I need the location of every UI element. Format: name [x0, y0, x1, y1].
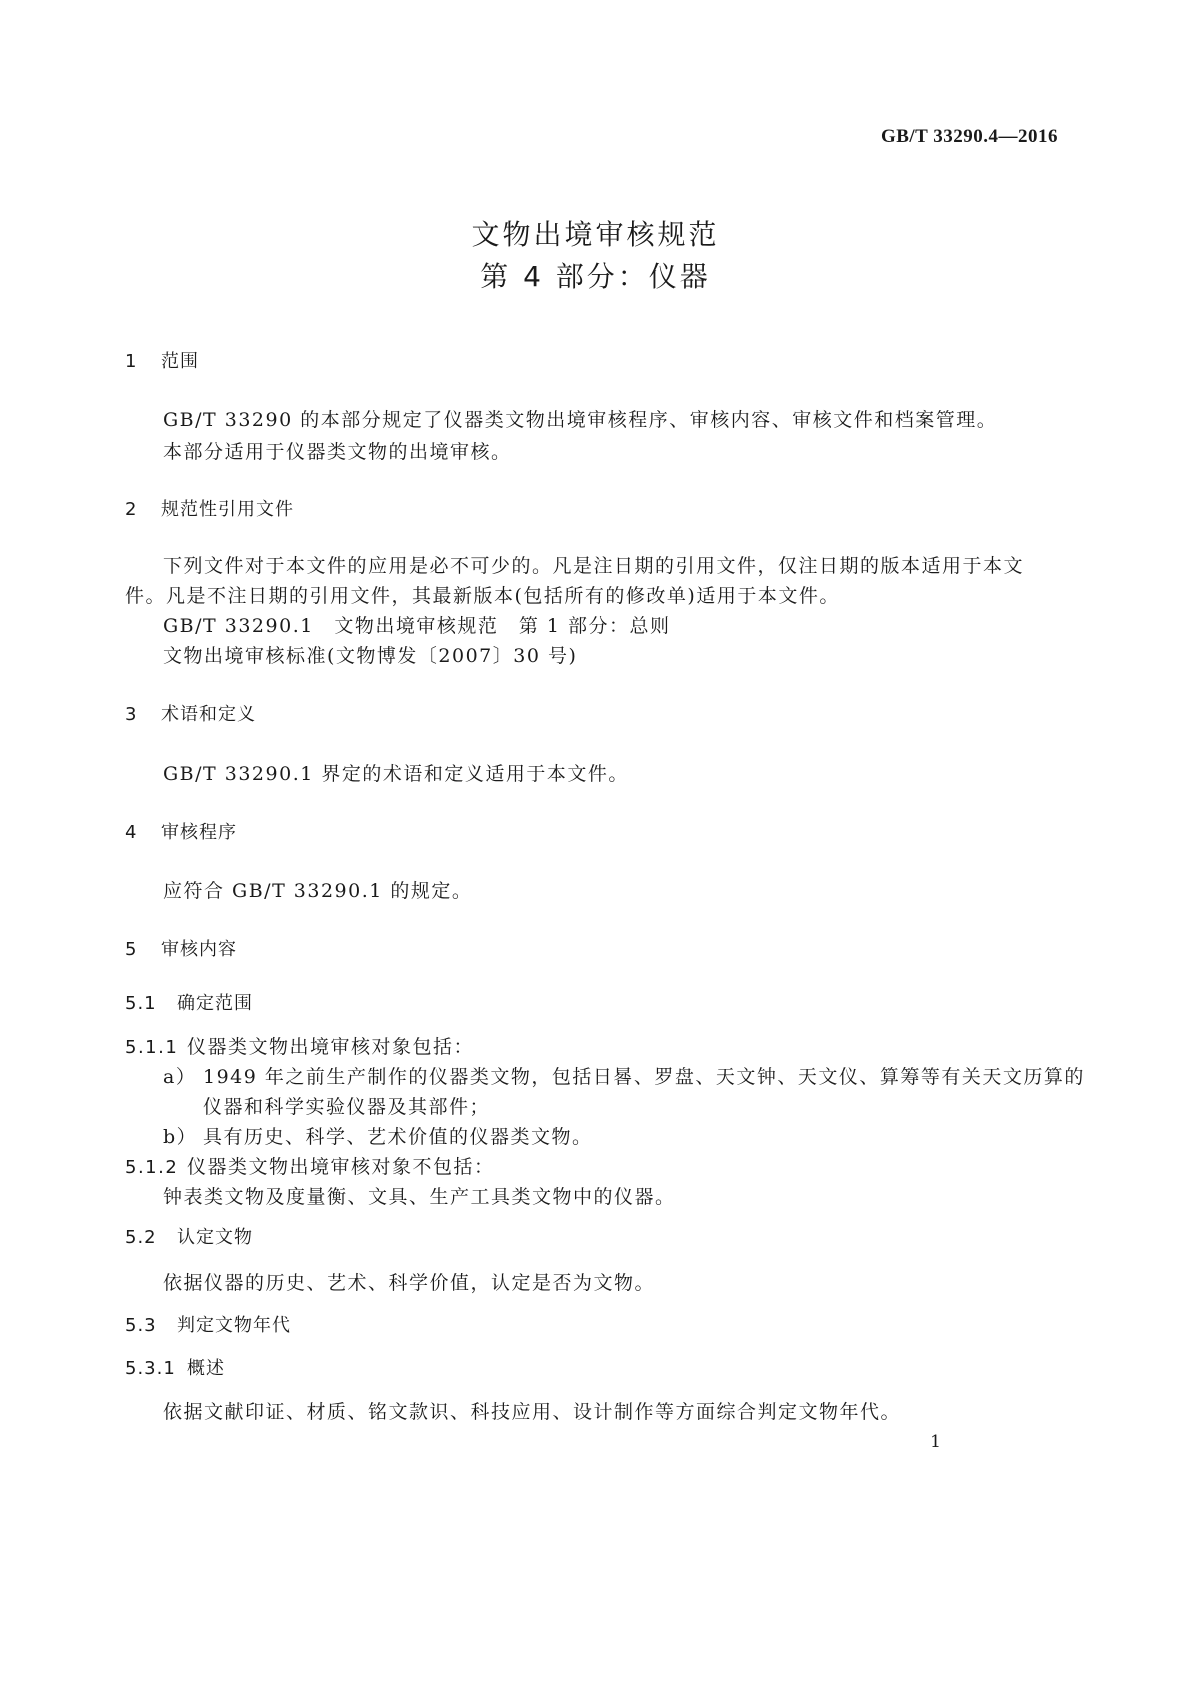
section-number: 5.3.1 — [125, 1358, 176, 1379]
clause-text: 仪器类文物出境审核对象不包括： — [187, 1156, 495, 1178]
reference-item-1: GB/T 33290.1 文物出境审核规范 第 1 部分：总则 — [163, 615, 671, 637]
section-3-paragraph: GB/T 33290.1 界定的术语和定义适用于本文件。 — [163, 763, 629, 785]
section-4-heading — [125, 818, 237, 844]
section-4-paragraph: 应符合 GB/T 33290.1 的规定。 — [163, 880, 473, 902]
list-item-a-continuation: 仪器和科学实验仪器及其部件； — [203, 1096, 491, 1118]
document-code: GB/T 33290.4—2016 — [880, 126, 1058, 147]
clause-number: 5.1.1 — [125, 1037, 179, 1058]
section-5-3-heading — [125, 1311, 291, 1337]
list-item-a — [163, 1062, 1085, 1089]
section-title: 判定文物年代 — [177, 1315, 291, 1336]
section-title: 术语和定义 — [161, 704, 256, 725]
section-1-paragraph-2: 本部分适用于仪器类文物的出境审核。 — [163, 441, 512, 463]
section-2-heading — [125, 495, 294, 521]
section-title: 审核程序 — [161, 822, 237, 843]
document-subtitle: 第 4 部分：仪器 — [480, 260, 711, 293]
list-marker: a） — [163, 1066, 197, 1088]
section-number: 4 — [125, 822, 138, 843]
section-number: 3 — [125, 704, 138, 725]
section-5-2-paragraph: 依据仪器的历史、艺术、科学价值，认定是否为文物。 — [163, 1272, 656, 1294]
section-title: 认定文物 — [177, 1227, 253, 1248]
section-2-paragraph-line-2: 件。凡是不注日期的引用文件，其最新版本(包括所有的修改单)适用于本文件。 — [125, 585, 840, 607]
clause-number: 5.1.2 — [125, 1157, 179, 1178]
document-title: 文物出境审核规范 — [471, 218, 720, 251]
section-5-heading — [125, 935, 237, 961]
section-title: 规范性引用文件 — [161, 499, 294, 520]
list-item-text: 1949 年之前生产制作的仪器类文物，包括日晷、罗盘、天文钟、天文仪、算筹等有关天文历算的 — [203, 1066, 1085, 1088]
section-2-paragraph-line-1: 下列文件对于本文件的应用是必不可少的。凡是注日期的引用文件，仅注日期的版本适用于本文 — [163, 555, 1025, 577]
section-5-1-heading — [125, 989, 253, 1015]
section-title: 范围 — [161, 351, 199, 372]
section-5-2-heading — [125, 1223, 253, 1249]
section-number: 5.2 — [125, 1227, 157, 1248]
section-1-heading — [125, 347, 199, 373]
list-marker: b） — [163, 1126, 198, 1148]
section-3-heading — [125, 700, 256, 726]
section-5-3-1-paragraph: 依据文献印证、材质、铭文款识、科技应用、设计制作等方面综合判定文物年代。 — [163, 1401, 902, 1423]
section-number: 5 — [125, 939, 138, 960]
section-number: 2 — [125, 499, 138, 520]
section-number: 1 — [125, 351, 138, 372]
section-title: 概述 — [187, 1358, 225, 1379]
list-item-b — [163, 1122, 593, 1149]
clause-5-1-1 — [125, 1032, 474, 1059]
clause-text: 仪器类文物出境审核对象包括： — [187, 1036, 475, 1058]
section-number: 5.1 — [125, 993, 157, 1014]
section-5-3-1-heading — [125, 1354, 225, 1380]
page-number: 1 — [930, 1432, 941, 1452]
list-item-text: 具有历史、科学、艺术价值的仪器类文物。 — [203, 1126, 593, 1148]
clause-5-1-2-paragraph: 钟表类文物及度量衡、文具、生产工具类文物中的仪器。 — [163, 1186, 676, 1208]
section-number: 5.3 — [125, 1315, 157, 1336]
section-title: 确定范围 — [177, 993, 253, 1014]
section-1-paragraph-1: GB/T 33290 的本部分规定了仪器类文物出境审核程序、审核内容、审核文件和档案管理。 — [163, 409, 998, 431]
clause-5-1-2 — [125, 1152, 495, 1179]
section-title: 审核内容 — [161, 939, 237, 960]
reference-item-2: 文物出境审核标准(文物博发〔2007〕30 号) — [163, 645, 578, 667]
